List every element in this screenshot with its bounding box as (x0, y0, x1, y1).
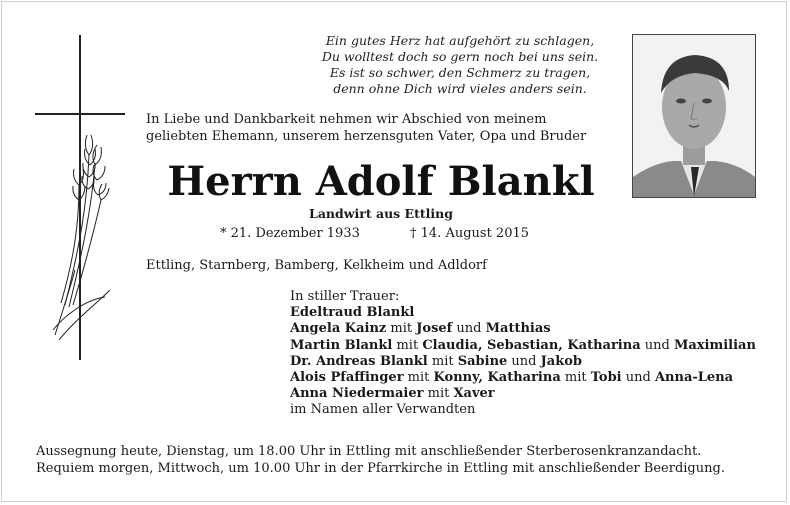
connector-text: mit (403, 370, 434, 386)
poem-line: Ein gutes Herz hat aufgehört zu schlagen, (325, 33, 595, 48)
poem-line: Du wolltest doch so gern noch bei uns sein. (321, 49, 599, 64)
deceased-name: Herrn Adolf Blankl (167, 158, 595, 205)
intro-line: geliebten Ehemann, unserem herzensguten Vater, Opa und Bruder (146, 129, 587, 144)
mourner-name: Dr. Andreas Blankl (290, 353, 428, 369)
cross-with-wheat-icon (35, 35, 125, 365)
death-date: † 14. August 2015 (410, 226, 530, 241)
mourner-row (290, 338, 756, 354)
mourner-name: Konny, Katharina (433, 370, 561, 386)
mourner-name: Maximilian (673, 337, 756, 353)
mourner-name: Martin Blankl (290, 337, 393, 353)
mourner-name: Claudia, Sebastian, Katharina (422, 337, 641, 353)
farewell-intro (146, 111, 606, 145)
connector-text: und (640, 337, 674, 353)
mourner-row (290, 354, 756, 370)
mourners-block (290, 289, 756, 419)
mourner-name: Alois Pfaffinger (290, 370, 404, 386)
mourner-row (290, 321, 756, 337)
intro-line: In Liebe und Dankbarkeit nehmen wir Abschied von meinem (146, 112, 547, 127)
portrait-image (633, 35, 755, 197)
connector-text: und (621, 370, 655, 386)
mourner-name: Angela Kainz (290, 321, 387, 337)
funeral-line: Aussegnung heute, Dienstag, um 18.00 Uhr in Ettling mit anschließender Sterberosenkranzandacht. (36, 444, 702, 459)
places-list: Ettling, Starnberg, Bamberg, Kelkheim und Adldorf (146, 258, 487, 273)
connector-text: mit (392, 337, 423, 353)
memorial-poem (300, 33, 620, 97)
mourner-name: Sabine (457, 353, 508, 369)
mourner-row (290, 386, 756, 402)
connector-text: mit (423, 386, 454, 402)
mourners-list (290, 305, 756, 402)
connector-text: mit (560, 370, 591, 386)
mourner-name: Xaver (453, 386, 495, 402)
connector-text: und (452, 321, 486, 337)
connector-text: mit (386, 321, 417, 337)
poem-line: denn ohne Dich wird vieles anders sein. (333, 81, 587, 96)
funeral-info (36, 443, 756, 477)
mourner-name: Edeltraud Blankl (290, 305, 415, 321)
mourner-name: Anna Niedermaier (290, 386, 424, 402)
poem-line: Es ist so schwer, den Schmerz zu tragen, (329, 65, 591, 80)
funeral-line: Requiem morgen, Mittwoch, um 10.00 Uhr in der Pfarrkirche in Ettling mit anschließender Beerdigung. (36, 461, 725, 476)
mourner-name: Tobi (590, 370, 622, 386)
mourner-name: Matthias (485, 321, 551, 337)
mourner-row (290, 305, 756, 321)
mourner-name: Anna-Lena (654, 370, 734, 386)
birth-date: * 21. Dezember 1933 (220, 226, 360, 241)
portrait-photo (632, 34, 756, 198)
connector-text: mit (427, 353, 458, 369)
mourner-name: Josef (416, 321, 453, 337)
deceased-occupation: Landwirt aus Ettling (309, 206, 453, 221)
mourners-closing: im Namen aller Verwandten (290, 402, 476, 418)
mourner-row (290, 370, 756, 386)
mourner-name: Jakob (540, 353, 582, 369)
mourners-heading: In stiller Trauer: (290, 289, 400, 304)
connector-text: und (507, 353, 541, 369)
